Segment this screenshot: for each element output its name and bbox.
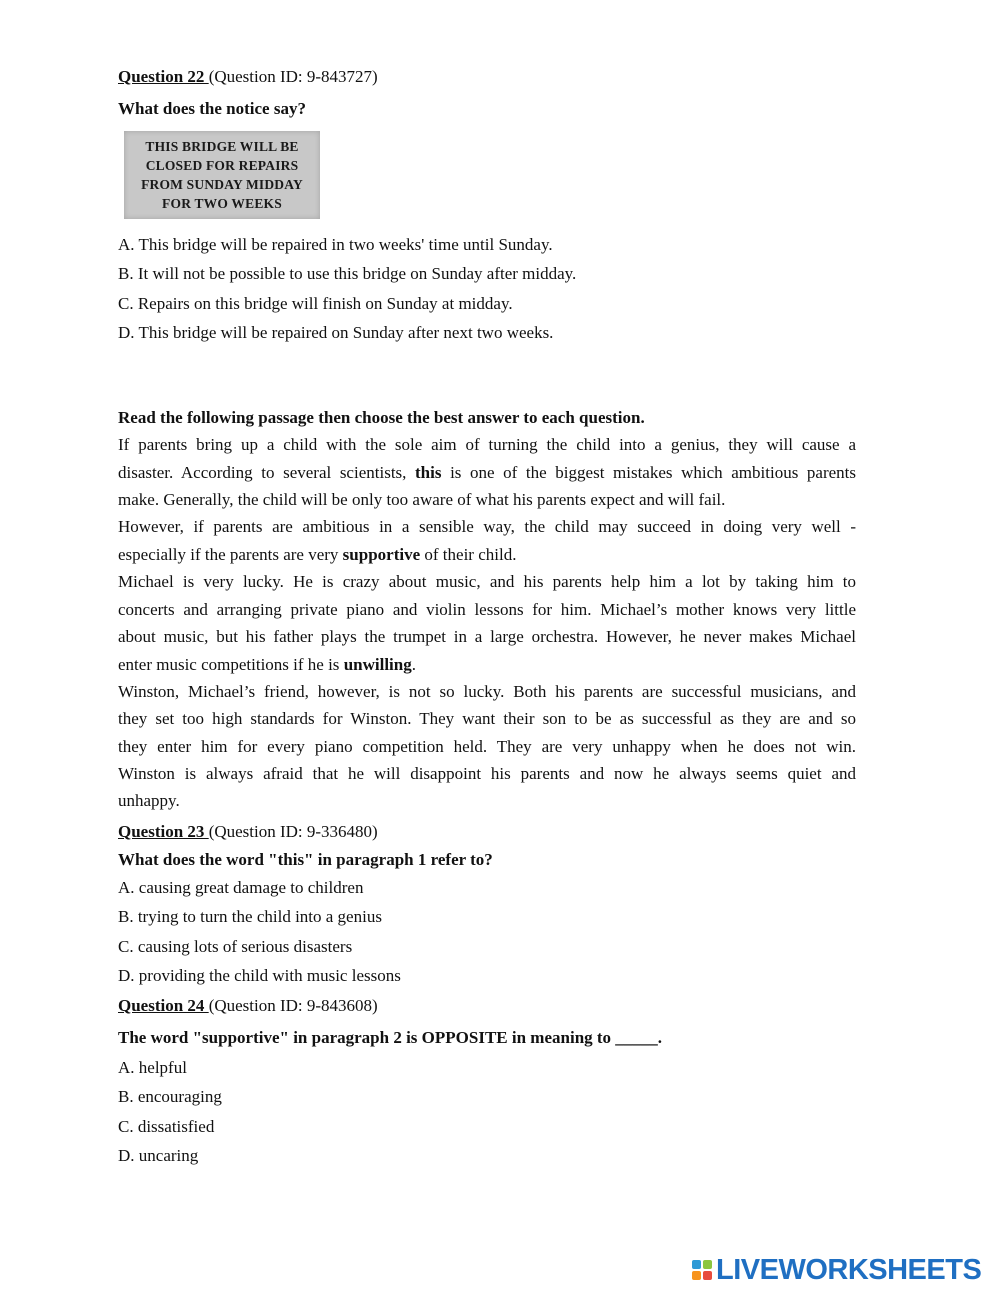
passage-p2-line-1: However, if parents are ambitious in a sensible way, the child may succeed in doing very well - xyxy=(118,517,856,536)
question-23-option-c[interactable]: C. causing lots of serious disasters xyxy=(118,937,353,956)
question-22-option-a[interactable]: A. This bridge will be repaired in two weeks' time until Sunday. xyxy=(118,235,553,254)
question-23-prompt: What does the word "this" in paragraph 1 refer to? xyxy=(118,850,493,869)
question-23-option-d[interactable]: D. providing the child with music lessons xyxy=(118,966,401,985)
liveworksheets-logo-text: LIVEWORKSHEETS xyxy=(716,1253,982,1286)
question-24-id: (Question ID: 9-843608) xyxy=(208,996,378,1015)
question-23-option-b[interactable]: B. trying to turn the child into a genius xyxy=(118,907,382,926)
passage-keyword-unwilling: unwilling xyxy=(343,655,412,674)
passage-p3-line-4: enter music competitions if he is unwilling. xyxy=(118,655,416,674)
notice-line-2: CLOSED FOR REPAIRS xyxy=(145,158,299,173)
question-24-option-d[interactable]: D. uncaring xyxy=(118,1146,199,1165)
question-23-id: (Question ID: 9-336480) xyxy=(208,822,378,841)
question-23-label: Question 23 xyxy=(118,822,209,841)
question-22-option-b[interactable]: B. It will not be possible to use this bridge on Sunday after midday. xyxy=(118,264,577,283)
passage-p4-line-5: unhappy. xyxy=(118,791,180,810)
question-23-header xyxy=(118,821,378,843)
passage-p4-line-4: Winston is always afraid that he will disappoint his parents and now he always seems quiet and xyxy=(118,764,856,783)
question-24-option-c[interactable]: C. dissatisfied xyxy=(118,1117,215,1136)
question-23-option-a[interactable]: A. causing great damage to children xyxy=(118,878,364,897)
passage-p4-line-3: they enter him for every piano competition held. They are very unhappy when he does not win. xyxy=(118,737,856,756)
passage-p3-line-3: about music, but his father plays the trumpet in a large orchestra. However, he never makes Michael xyxy=(118,627,856,646)
question-24-label: Question 24 xyxy=(118,996,209,1015)
passage-p1-line-3: make. Generally, the child will be only too aware of what his parents expect and will fail. xyxy=(118,490,726,509)
passage-keyword-supportive: supportive xyxy=(342,545,421,564)
question-24-header xyxy=(118,995,378,1017)
passage-p3-line-2: concerts and arranging private piano and violin lessons for him. Michael’s mother knows very little xyxy=(118,600,856,619)
notice-line-3: FROM SUNDAY MIDDAY xyxy=(141,177,303,192)
liveworksheets-logo xyxy=(692,1254,981,1286)
notice-line-1: THIS BRIDGE WILL BE xyxy=(145,139,299,154)
passage-p1-line-2: disaster. According to several scientists, this is one of the biggest mistakes which ambitious parents xyxy=(118,463,857,482)
question-24-option-b[interactable]: B. encouraging xyxy=(118,1087,222,1106)
notice-line-4: FOR TWO WEEKS xyxy=(162,196,282,211)
bridge-notice-sign xyxy=(124,131,320,219)
passage-p4-line-2: they set too high standards for Winston. They want their son to be as successful as they are and so xyxy=(118,709,856,728)
passage-heading: Read the following passage then choose the best answer to each question. xyxy=(118,408,645,427)
liveworksheets-logo-icon xyxy=(692,1258,714,1282)
passage-p4-line-1: Winston, Michael’s friend, however, is not so lucky. Both his parents are successful musicians, and xyxy=(118,682,856,701)
passage-keyword-this: this xyxy=(415,463,442,482)
question-22-option-d[interactable]: D. This bridge will be repaired on Sunday after next two weeks. xyxy=(118,323,554,342)
question-22-header xyxy=(118,66,378,88)
question-24-prompt: The word "supportive" in paragraph 2 is OPPOSITE in meaning to _____. xyxy=(118,1028,663,1047)
question-22-option-c[interactable]: C. Repairs on this bridge will finish on Sunday at midday. xyxy=(118,294,513,313)
question-22-id: (Question ID: 9-843727) xyxy=(208,67,378,86)
question-22-label: Question 22 xyxy=(118,67,209,86)
passage-p3-line-1: Michael is very lucky. He is crazy about music, and his parents help him a lot by taking him to xyxy=(118,572,856,591)
question-22-prompt: What does the notice say? xyxy=(118,99,306,118)
passage-p2-line-2: especially if the parents are very supportive of their child. xyxy=(118,545,517,564)
question-24-option-a[interactable]: A. helpful xyxy=(118,1058,187,1077)
passage-p1-line-1: If parents bring up a child with the sole aim of turning the child into a genius, they will cause a xyxy=(118,435,856,454)
